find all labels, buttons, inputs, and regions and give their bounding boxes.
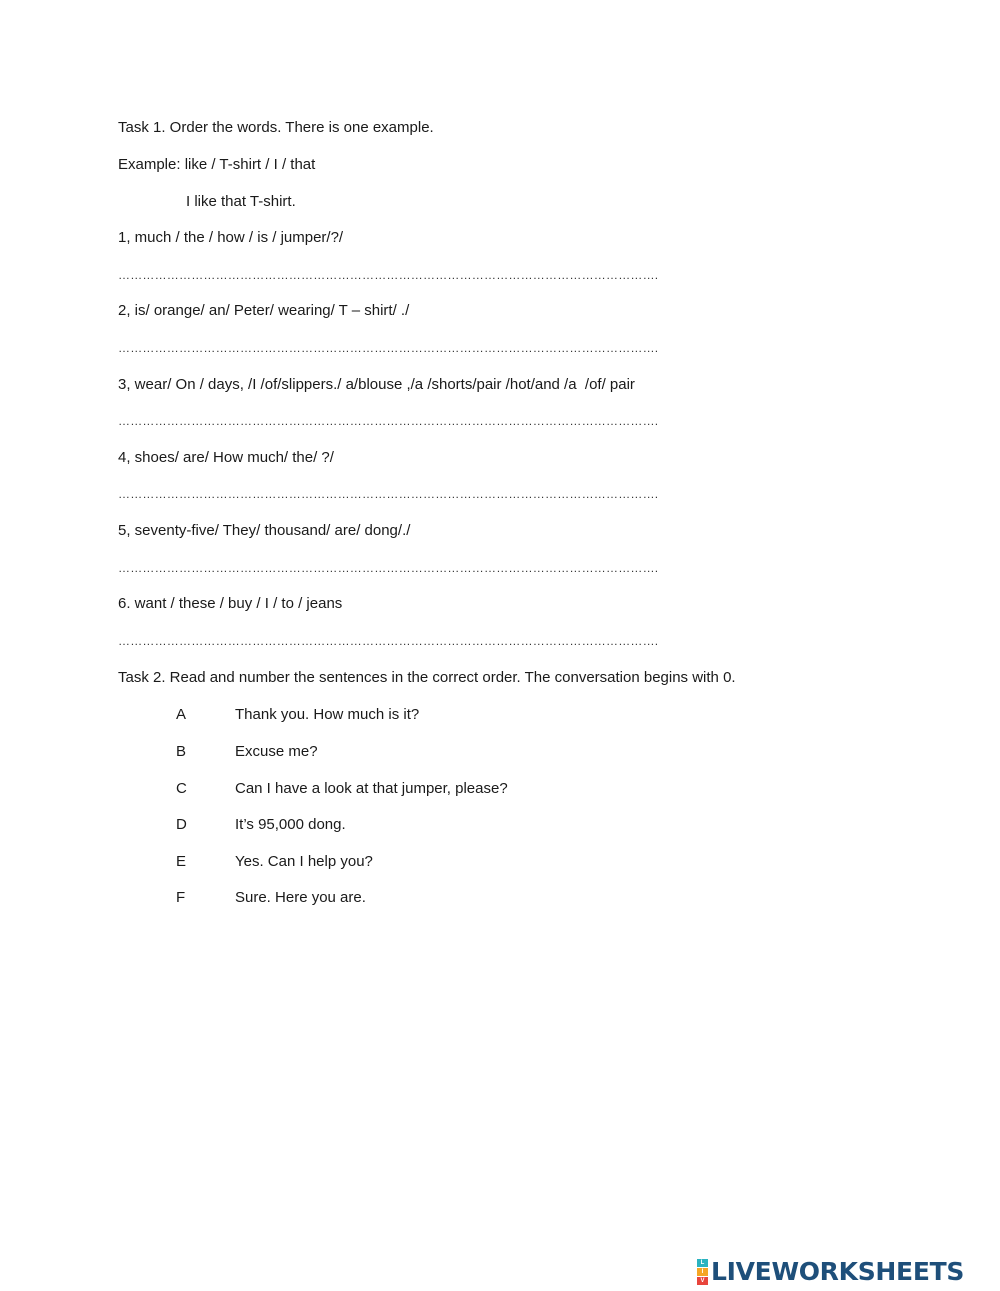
- sentence-letter-a: A: [176, 706, 187, 723]
- sentence-text-e: Yes. Can I help you?: [235, 853, 373, 870]
- sentence-letter-f: F: [176, 889, 186, 906]
- sentence-text-c: Can I have a look at that jumper, please?: [235, 780, 508, 797]
- sentence-text-f: Sure. Here you are.: [235, 889, 366, 906]
- question-4: 4, shoes/ are/ How much/ the/ ?/: [118, 449, 334, 466]
- answer-line-2[interactable]: …………………………………………………………………………………………………………………….: [118, 341, 659, 355]
- question-5: 5, seventy-five/ They/ thousand/ are/ dong/./: [118, 522, 411, 539]
- task1-title: Task 1. Order the words. There is one example.: [118, 119, 434, 136]
- answer-line-4[interactable]: …………………………………………………………………………………………………………………….: [118, 487, 659, 501]
- example-answer: I like that T-shirt.: [186, 193, 296, 210]
- answer-line-1[interactable]: …………………………………………………………………………………………………………………….: [118, 268, 659, 282]
- liveworksheets-logo: [697, 1257, 964, 1286]
- logo-block-l: L: [697, 1259, 708, 1267]
- sentence-letter-e: E: [176, 853, 187, 870]
- answer-line-5[interactable]: …………………………………………………………………………………………………………………….: [118, 561, 659, 575]
- sentence-text-b: Excuse me?: [235, 743, 318, 760]
- sentence-letter-d: D: [176, 816, 187, 833]
- sentence-text-a: Thank you. How much is it?: [235, 706, 420, 723]
- answer-line-3[interactable]: …………………………………………………………………………………………………………………….: [118, 414, 659, 428]
- example-prompt: Example: like / T-shirt / I / that: [118, 156, 316, 173]
- question-6: 6. want / these / buy / I / to / jeans: [118, 595, 343, 612]
- answer-line-6[interactable]: …………………………………………………………………………………………………………………….: [118, 634, 659, 648]
- sentence-text-d: It’s 95,000 dong.: [235, 816, 346, 833]
- logo-block-i: I: [697, 1268, 708, 1276]
- logo-text: LIVEWORKSHEETS: [711, 1257, 965, 1286]
- logo-block-v: V: [697, 1277, 708, 1285]
- logo-blocks-icon: [697, 1259, 708, 1285]
- sentence-letter-c: C: [176, 780, 187, 797]
- question-1: 1, much / the / how / is / jumper/?/: [118, 229, 344, 246]
- question-3: 3, wear/ On / days, /I /of/slippers./ a/blouse ,/a /shorts/pair /hot/and /a /of/ pair: [118, 376, 635, 393]
- question-2: 2, is/ orange/ an/ Peter/ wearing/ T – shirt/ ./: [118, 302, 410, 319]
- sentence-letter-b: B: [176, 743, 187, 760]
- task2-title: Task 2. Read and number the sentences in the correct order. The conversation begins with 0.: [118, 669, 736, 686]
